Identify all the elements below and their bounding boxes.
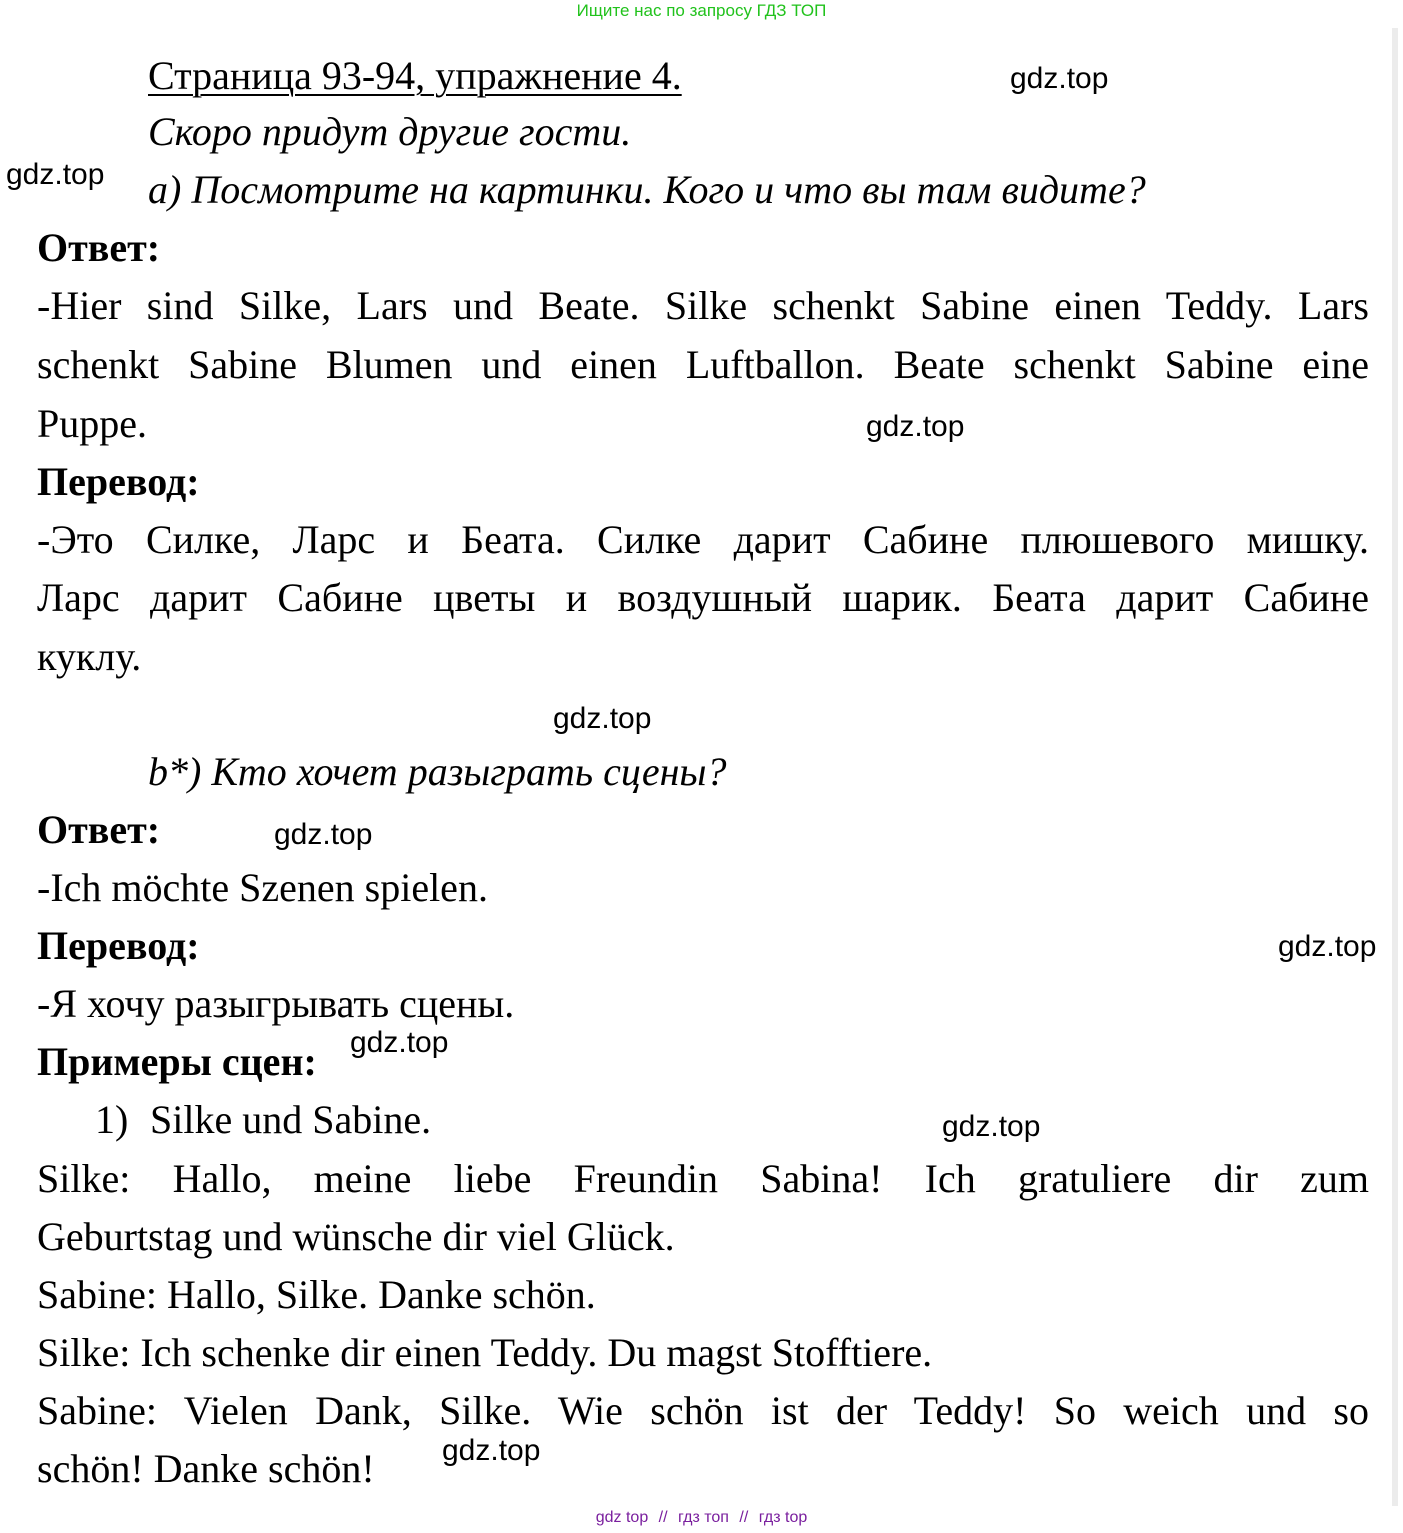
watermark: gdz.top bbox=[866, 410, 965, 443]
answer-label-a: Ответ: bbox=[37, 225, 161, 270]
translation-line-a-1: -Это Силке, Ларс и Беата. Силке дарит Сабине плюшевого мишку. bbox=[37, 517, 1369, 562]
footer-item-1[interactable]: gdz top bbox=[595, 1509, 649, 1526]
answer-line-a-3: Puppe. bbox=[37, 401, 147, 446]
answer-line-a-1: -Hier sind Silke, Lars und Beate. Silke schenkt Sabine einen Teddy. Lars bbox=[37, 283, 1369, 328]
translation-label-a: Перевод: bbox=[37, 459, 200, 504]
footer-separator: // bbox=[658, 1509, 668, 1526]
dialogue-line-3: Sabine: Hallo, Silke. Danke schön. bbox=[37, 1272, 596, 1317]
scene-title: Silke und Sabine. bbox=[150, 1097, 432, 1142]
examples-label: Примеры сцен: bbox=[37, 1039, 317, 1084]
scene-number: 1) bbox=[95, 1097, 129, 1142]
watermark: gdz.top bbox=[274, 818, 373, 851]
page-edge bbox=[1392, 28, 1398, 1506]
watermark: gdz.top bbox=[553, 702, 652, 735]
answer-line-a-2: schenkt Sabine Blumen und einen Luftballon. Beate schenkt Sabine eine bbox=[37, 342, 1369, 387]
footer-item-3[interactable]: гдз top bbox=[758, 1509, 808, 1526]
answer-text-b: -Ich möchte Szenen spielen. bbox=[37, 865, 488, 910]
page-title: Страница 93-94, упражнение 4. bbox=[148, 53, 682, 98]
footer-separator: // bbox=[739, 1509, 749, 1526]
watermark: gdz.top bbox=[6, 158, 105, 191]
translation-line-a-3: куклу. bbox=[37, 634, 142, 679]
top-banner: Ищите нас по запросу ГДЗ ТОП bbox=[576, 1, 827, 20]
translation-line-a-2: Ларс дарит Сабине цветы и воздушный шарик. Беата дарит Сабине bbox=[37, 575, 1369, 620]
footer-item-2[interactable]: гдз топ bbox=[678, 1509, 729, 1526]
translation-label-b: Перевод: bbox=[37, 923, 200, 968]
answer-label-b: Ответ: bbox=[37, 807, 161, 852]
dialogue-line-5: Sabine: Vielen Dank, Silke. Wie schön ist der Teddy! So weich und so bbox=[37, 1388, 1369, 1433]
dialogue-line-1: Silke: Hallo, meine liebe Freundin Sabina! Ich gratuliere dir zum bbox=[37, 1156, 1369, 1201]
dialogue-line-6: schön! Danke schön! bbox=[37, 1446, 375, 1491]
footer bbox=[0, 1506, 1403, 1530]
exercise-subtitle: Скоро придут другие гости. bbox=[148, 109, 632, 154]
task-a: a) Посмотрите на картинки. Кого и что вы там видите? bbox=[148, 167, 1146, 212]
dialogue-line-2: Geburtstag und wünsche dir viel Glück. bbox=[37, 1214, 675, 1259]
watermark: gdz.top bbox=[1010, 62, 1109, 95]
watermark: gdz.top bbox=[942, 1110, 1041, 1143]
watermark: gdz.top bbox=[442, 1434, 541, 1467]
task-b: b*) Кто хочет разыграть сцены? bbox=[148, 749, 727, 794]
dialogue-line-4: Silke: Ich schenke dir einen Teddy. Du magst Stofftiere. bbox=[37, 1330, 933, 1375]
watermark: gdz.top bbox=[350, 1026, 449, 1059]
watermark: gdz.top bbox=[1278, 930, 1377, 963]
translation-text-b: -Я хочу разыгрывать сцены. bbox=[37, 981, 515, 1026]
